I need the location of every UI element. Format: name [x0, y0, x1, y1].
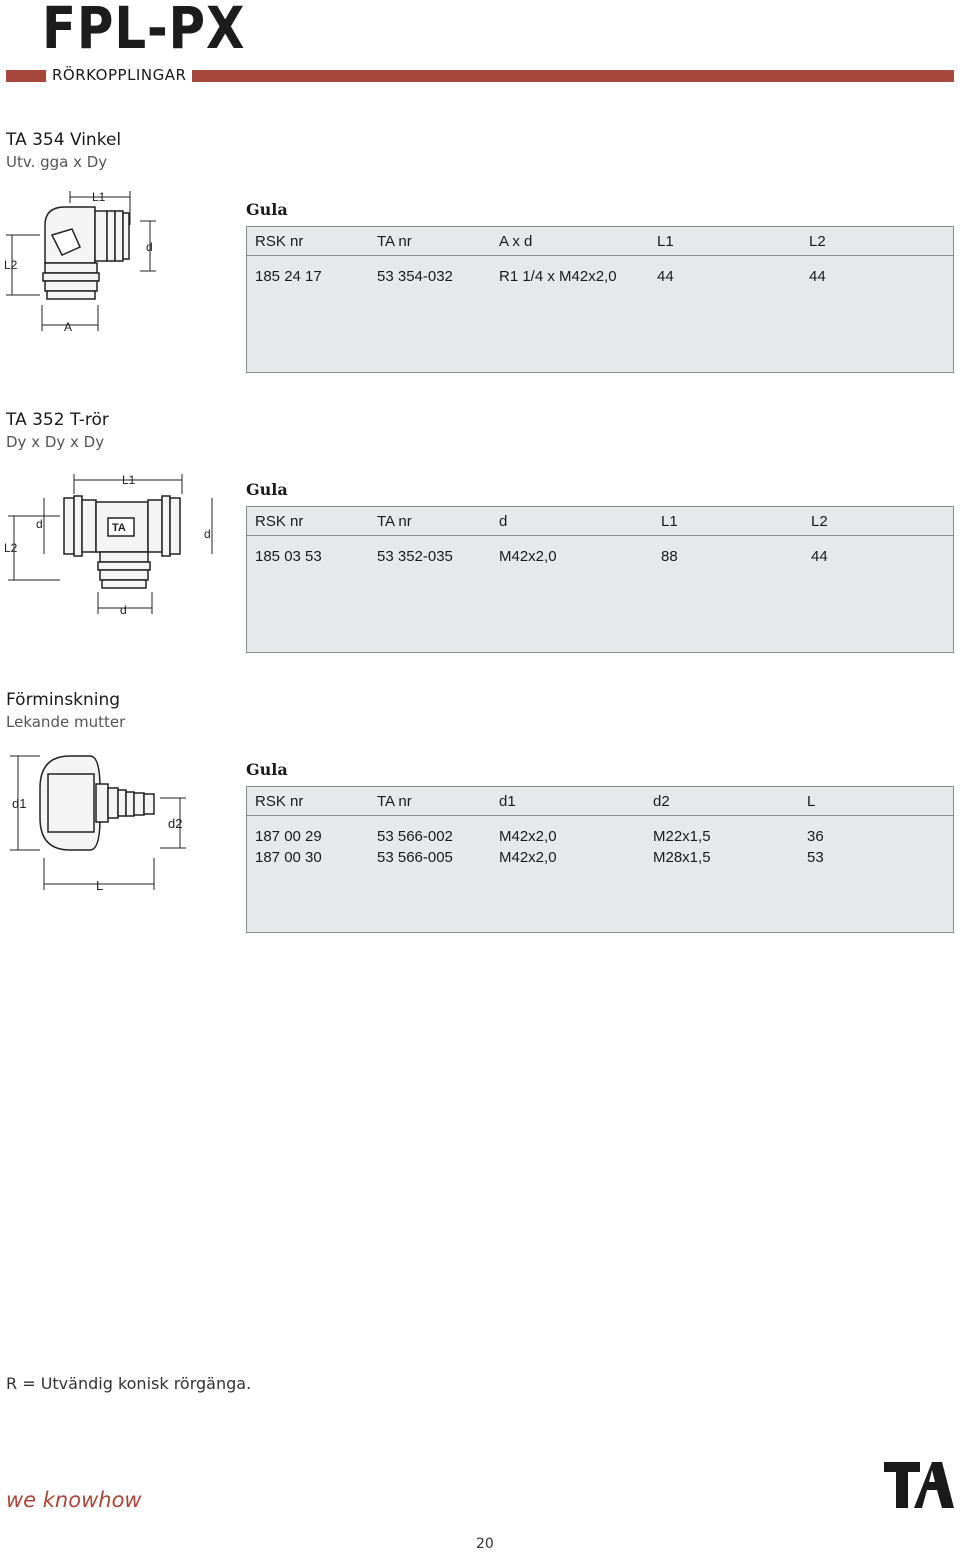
table-cell: M28x1,5 — [653, 849, 711, 866]
table-row — [247, 847, 953, 868]
tee-fitting-diagram — [0, 468, 225, 618]
product-table-vinkel — [246, 226, 954, 373]
table-cell: 53 566-002 — [377, 828, 453, 845]
table-cell: 185 03 53 — [255, 548, 322, 565]
col-header: A x d — [499, 233, 533, 250]
section-title: TA 352 T-rör — [6, 410, 109, 430]
col-header: L — [807, 793, 816, 810]
product-table-t-ror — [246, 506, 954, 653]
table-cell: 44 — [811, 548, 828, 565]
elbow-fitting-diagram — [0, 185, 180, 335]
col-header: d — [499, 513, 508, 530]
page-number: 20 — [476, 1536, 494, 1552]
table-cell: M42x2,0 — [499, 828, 557, 845]
section-subtitle: Dy x Dy x Dy — [6, 433, 105, 451]
table-cell: R1 1/4 x M42x2,0 — [499, 268, 617, 285]
table-cell: M42x2,0 — [499, 548, 557, 565]
dim-label-d2: d2 — [168, 816, 183, 831]
dim-label-d1: d1 — [12, 796, 27, 811]
table-header — [247, 787, 953, 816]
table-cell: 88 — [661, 548, 678, 565]
gula-label: Gula — [246, 200, 288, 219]
table-row — [247, 266, 953, 287]
section-title: Förminskning — [6, 690, 121, 710]
section-subtitle: Lekande mutter — [6, 713, 126, 731]
reducer-fitting-diagram — [0, 748, 200, 898]
dim-label-l1: L1 — [92, 190, 106, 204]
col-header: L1 — [661, 513, 678, 530]
col-header: TA nr — [377, 793, 412, 810]
table-cell: 53 354-032 — [377, 268, 453, 285]
product-table-forminskning — [246, 786, 954, 933]
table-cell: M42x2,0 — [499, 849, 557, 866]
dim-label-l2: L2 — [4, 541, 18, 555]
col-header: TA nr — [377, 513, 412, 530]
section-subtitle: Utv. gga x Dy — [6, 153, 108, 171]
table-cell: 53 — [807, 849, 824, 866]
dim-label-l2: L2 — [4, 258, 18, 272]
table-header — [247, 227, 953, 256]
col-header: L2 — [811, 513, 828, 530]
table-cell: 53 352-035 — [377, 548, 453, 565]
col-header: RSK nr — [255, 793, 304, 810]
col-header: RSK nr — [255, 513, 304, 530]
gula-label: Gula — [246, 480, 288, 499]
table-cell: M22x1,5 — [653, 828, 711, 845]
dim-label-d: d — [146, 240, 153, 254]
header-subtitle: RÖRKOPPLINGAR — [52, 66, 187, 84]
tee-logo-mark: TA — [112, 522, 126, 534]
col-header: TA nr — [377, 233, 412, 250]
table-cell: 187 00 29 — [255, 828, 322, 845]
col-header: d2 — [653, 793, 670, 810]
table-cell: 44 — [657, 268, 674, 285]
table-header — [247, 507, 953, 536]
section-title: TA 354 Vinkel — [6, 130, 122, 150]
table-cell: 53 566-005 — [377, 849, 453, 866]
table-row — [247, 546, 953, 567]
dim-label-l1: L1 — [122, 473, 136, 487]
slogan: we knowhow — [6, 1488, 142, 1512]
brand-title: FPL-PX — [42, 0, 246, 62]
table-row — [247, 826, 953, 847]
table-cell: 185 24 17 — [255, 268, 322, 285]
gula-label: Gula — [246, 760, 288, 779]
col-header: L1 — [657, 233, 674, 250]
table-cell: 187 00 30 — [255, 849, 322, 866]
ta-logo — [884, 1462, 954, 1510]
header-accent-bar-right — [192, 70, 954, 82]
dim-label-l: L — [96, 878, 104, 893]
dim-label-a: A — [64, 320, 73, 334]
table-cell: 44 — [809, 268, 826, 285]
header-accent-bar-left — [6, 70, 46, 82]
dim-label-d: d — [204, 527, 211, 541]
dim-label-d: d — [36, 517, 43, 531]
footnote: R = Utvändig konisk rörgänga. — [6, 1374, 252, 1393]
table-cell: 36 — [807, 828, 824, 845]
col-header: RSK nr — [255, 233, 304, 250]
col-header: L2 — [809, 233, 826, 250]
col-header: d1 — [499, 793, 516, 810]
dim-label-d: d — [120, 603, 127, 617]
